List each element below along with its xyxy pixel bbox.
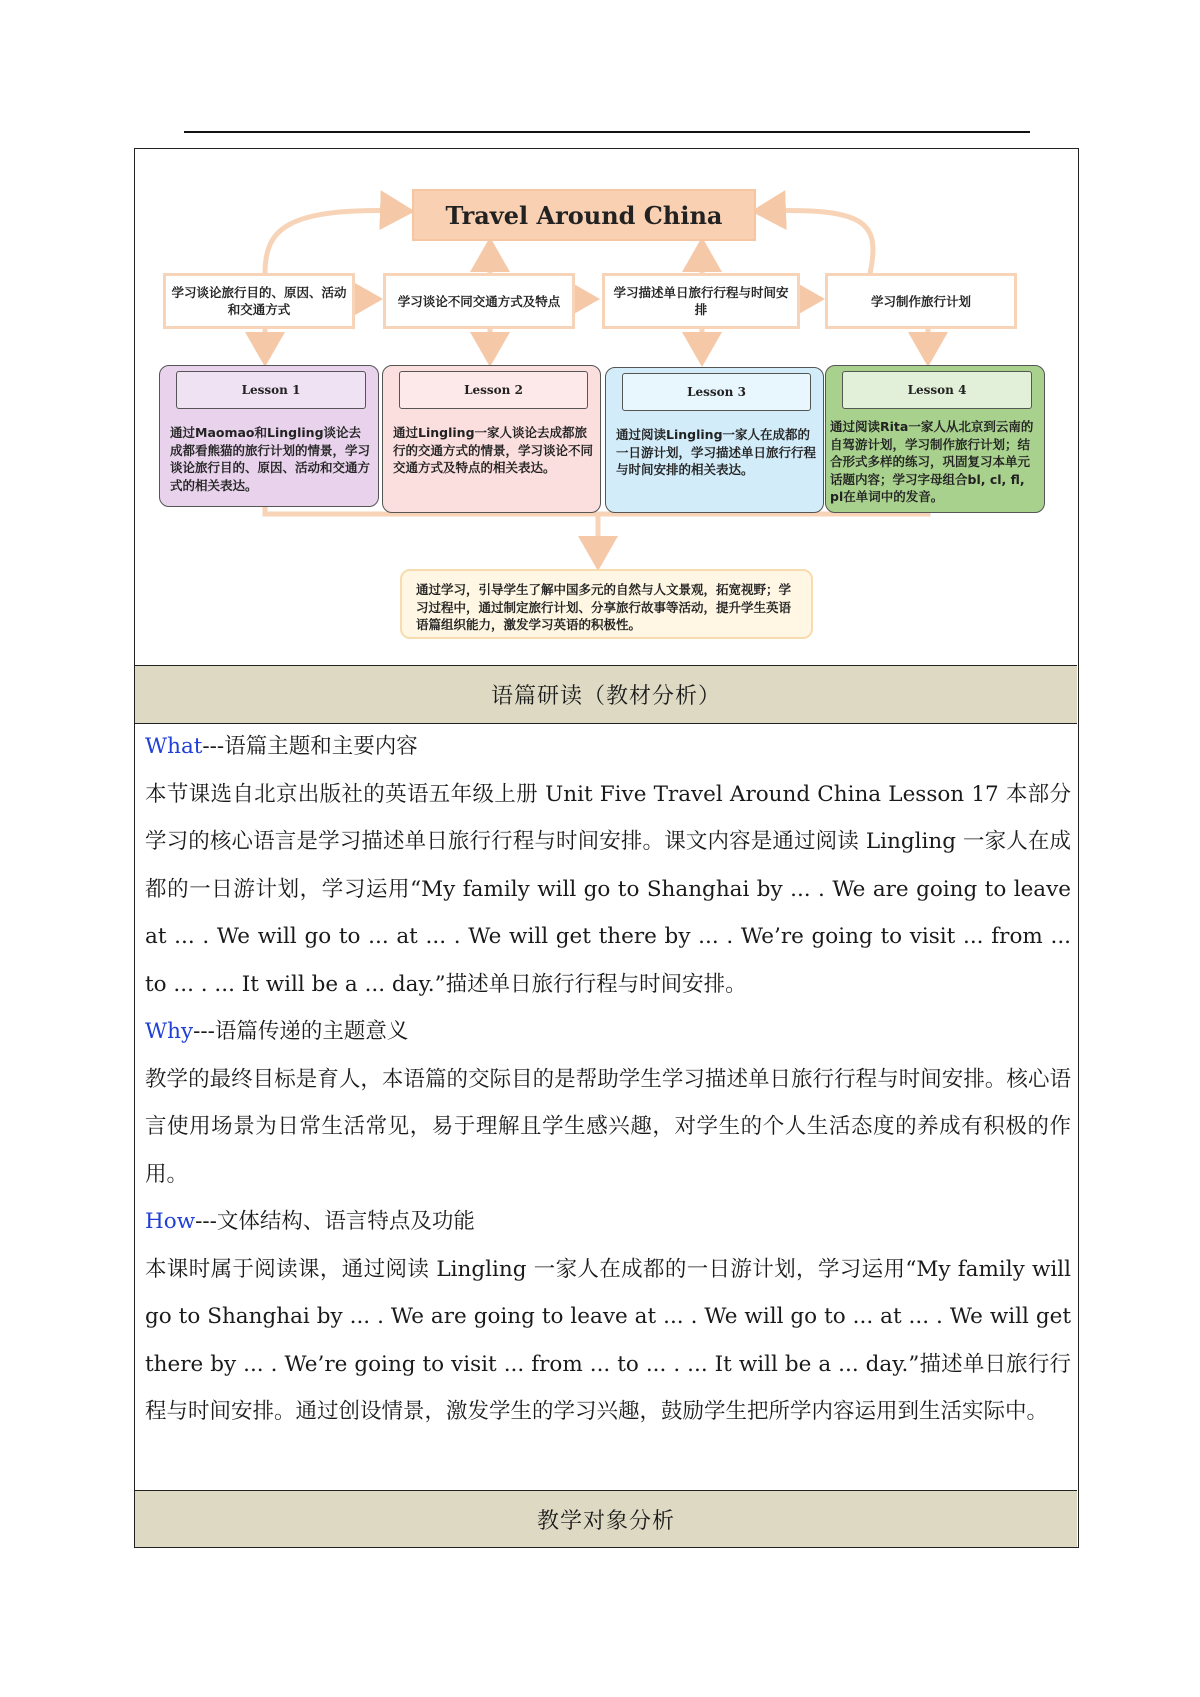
lesson-desc-4: 通过阅读Rita一家人从北京到云南的自驾游计划，学习制作旅行计划；结合形式多样的练习，巩固复习本单元话题内容；学习字母组合bl, cl, fl, pl在单词中的发音。 [830, 419, 1034, 504]
lesson-card-4 [825, 365, 1045, 513]
unit-goal-summary: 通过学习，引导学生了解中国多元的自然与人文景观，拓宽视野；学习过程中，通过制定旅行计划、分享旅行故事等活动，提升学生英语语篇组织能力，激发学习英语的积极性。 [400, 569, 813, 639]
section-heading-learner-analysis: 教学对象分析 [135, 1490, 1077, 1547]
how-paragraph: 本课时属于阅读课，通过阅读 Lingling 一家人在成都的一日游计划，学习运用“My family will go to Shanghai by ... . We are going to leave at ... . We will go to ... at ... . We will get there by ... . We’re going to visit ... from ... to ... . ... It will be a ... day.”描述单日旅行行程与时间安排。通过创设情景，激发学生的学习兴趣，鼓励学生把所学内容运用到生活实际中。 [145, 1256, 1071, 1424]
why-heading [145, 1008, 1071, 1056]
lesson-desc-2: 通过Lingling一家人谈论去成都旅行的交通方式的情景，学习谈论不同交通方式及特点的相关表达。 [393, 425, 594, 475]
lesson-tag-3: Lesson 3 [622, 373, 811, 411]
lesson-card-3 [605, 367, 824, 513]
unit-title: Travel Around China [412, 189, 756, 241]
what-heading [145, 723, 1071, 771]
lesson-card-2 [382, 365, 601, 513]
how-keyword: How [145, 1209, 196, 1234]
topic-label-1: 学习谈论旅行目的、原因、活动和交通方式 [171, 285, 347, 317]
lesson-card-1 [159, 365, 379, 507]
why-subtitle: ---语篇传递的主题意义 [193, 1019, 409, 1044]
section-heading-text-analysis: 语篇研读（教材分析） [135, 665, 1077, 724]
how-heading [145, 1198, 1071, 1246]
why-keyword: Why [145, 1019, 194, 1044]
lesson-plan-table [134, 148, 1079, 1548]
lesson-tag-2: Lesson 2 [399, 371, 588, 409]
topic-box-3 [602, 273, 800, 329]
topic-label-3: 学习描述单日旅行行程与时间安排 [613, 285, 789, 317]
text-analysis-content [145, 723, 1071, 1436]
lesson-desc-1: 通过Maomao和Lingling谈论去成都看熊猫的旅行计划的情景，学习谈论旅行目的、原因、活动和交通方式的相关表达。 [170, 425, 371, 493]
what-keyword: What [145, 734, 203, 759]
what-subtitle: ---语篇主题和主要内容 [202, 734, 418, 759]
topic-box-1 [163, 273, 355, 329]
what-paragraph: 本节课选自北京出版社的英语五年级上册 Unit Five Travel Around China Lesson 17 本部分学习的核心语言是学习描述单日旅行行程与时间安排。课文内容是通过阅读 Lingling 一家人在成都的一日游计划，学习运用“My family will go to Shanghai by ... . We are going to leave at ... . We will go to ... at ... . We will get there by ... . We’re going to visit ... from ... to ... . ... It will be a ... day.”描述单日旅行行程与时间安排。 [145, 781, 1071, 997]
why-paragraph: 教学的最终目标是育人，本语篇的交际目的是帮助学生学习描述单日旅行行程与时间安排。核心语言使用场景为日常生活常见，易于理解且学生感兴趣，对学生的个人生活态度的养成有积极的作用。 [145, 1066, 1071, 1187]
how-subtitle: ---文体结构、语言特点及功能 [195, 1209, 475, 1234]
lesson-desc-3: 通过阅读Lingling一家人在成都的一日游计划，学习描述单日旅行行程与时间安排的相关表达。 [616, 427, 817, 477]
topic-label-4: 学习制作旅行计划 [870, 293, 971, 309]
lesson-tag-1: Lesson 1 [176, 371, 366, 409]
header-rule [184, 131, 1030, 133]
topic-label-2: 学习谈论不同交通方式及特点 [397, 293, 561, 309]
topic-box-4 [825, 273, 1017, 329]
topic-box-2 [383, 273, 575, 329]
unit-structure-diagram [135, 149, 1077, 665]
lesson-tag-4: Lesson 4 [842, 371, 1032, 409]
